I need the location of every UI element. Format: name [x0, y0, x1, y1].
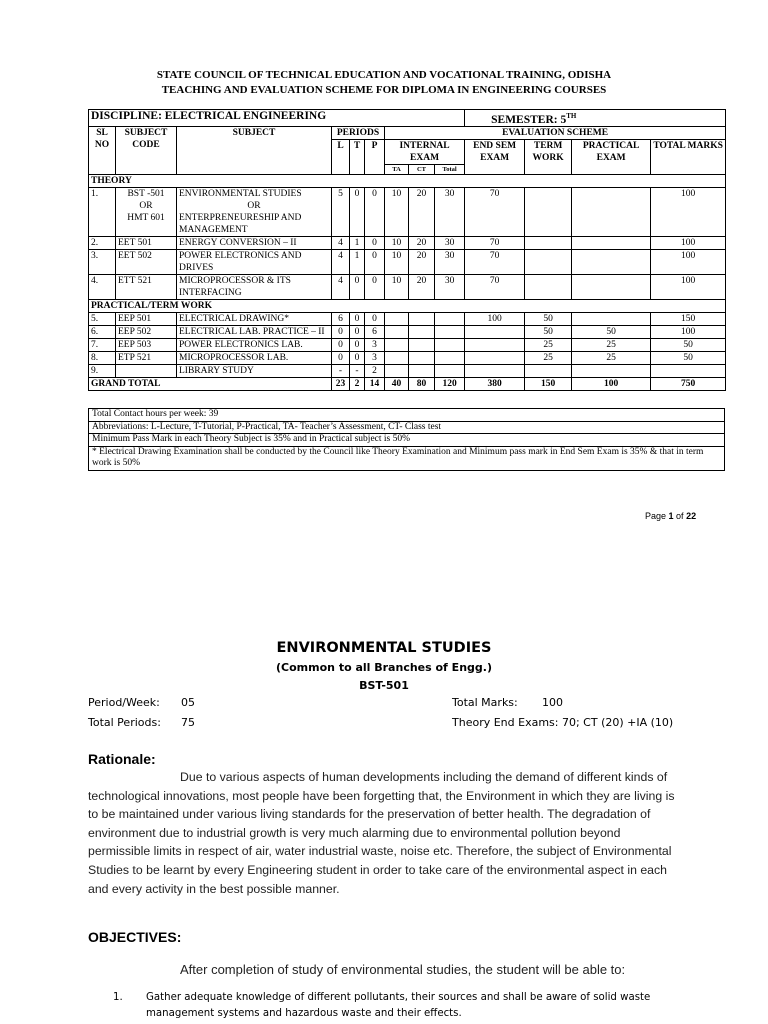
subject-cell: LIBRARY STUDY	[177, 364, 332, 377]
term-work-cell	[525, 236, 572, 249]
ta-cell	[385, 338, 409, 351]
course-title: ENVIRONMENTAL STUDIES	[276, 640, 492, 656]
total-cell: 100	[651, 325, 726, 338]
total-cell: 50	[651, 338, 726, 351]
total-cell: 100	[651, 187, 726, 236]
ct-cell: 20	[409, 236, 435, 249]
internal-total-cell	[435, 364, 465, 377]
end-sem-cell: 70	[465, 249, 525, 274]
internal-total-cell: 120	[435, 377, 465, 390]
l-cell: -	[332, 364, 350, 377]
period-week-value: 05	[181, 696, 195, 709]
internal-total-cell	[435, 351, 465, 364]
internal-total-cell: 30	[435, 249, 465, 274]
code-cell: ETP 521	[116, 351, 177, 364]
grand-total-label: GRAND TOTAL	[89, 377, 332, 390]
p-cell: 14	[365, 377, 385, 390]
col-ta: TA	[385, 164, 409, 174]
internal-total-cell	[435, 325, 465, 338]
sl-cell: 9.	[89, 364, 116, 377]
table-row	[89, 338, 726, 351]
code-cell: EET 501	[116, 236, 177, 249]
end-sem-cell	[465, 364, 525, 377]
total-cell: 100	[651, 249, 726, 274]
ta-cell	[385, 325, 409, 338]
ct-cell: 80	[409, 377, 435, 390]
rationale-paragraph: Due to various aspects of human developments including the demand of different kinds of technological innovations, most people have been forgetting that, the Environment in which they are living is to be maintained under various living standards for the preservation of better health. The degradation of environment due to industrial growth is very much alarming due to environmental pollution beyond permissible limits in respect of air, water industrial waste, noise etc. Therefore, the subject of Environmental Studies to be learnt by every Engineering student in order to take care of the environmental aspect in each and every activity in the best possible manner.	[88, 770, 675, 896]
total-cell: 50	[651, 351, 726, 364]
end-sem-cell: 380	[465, 377, 525, 390]
rationale-heading: Rationale:	[88, 751, 156, 767]
total-cell: 100	[651, 274, 726, 299]
total-periods-value: 75	[181, 716, 195, 729]
end-sem-cell: 70	[465, 236, 525, 249]
t-cell: 0	[350, 351, 365, 364]
col-periods: PERIODS	[332, 126, 385, 139]
end-sem-cell: 70	[465, 274, 525, 299]
ct-cell: 20	[409, 187, 435, 236]
term-work-cell	[525, 187, 572, 236]
t-cell: 1	[350, 249, 365, 274]
term-work-cell	[525, 249, 572, 274]
subject-cell: ELECTRICAL DRAWING*	[177, 312, 332, 325]
col-total-marks: TOTAL MARKS	[651, 139, 726, 174]
table-row	[89, 364, 726, 377]
practical-cell	[572, 236, 651, 249]
code-cell: ETT 521	[116, 274, 177, 299]
total-cell	[651, 364, 726, 377]
practical-cell: 25	[572, 338, 651, 351]
semester-cell: SEMESTER: 5TH	[465, 110, 726, 127]
course-subtitle: (Common to all Branches of Engg.)	[276, 661, 492, 674]
subject-cell: ENERGY CONVERSION – II	[177, 236, 332, 249]
ct-cell	[409, 325, 435, 338]
p-cell: 0	[365, 187, 385, 236]
code-cell	[116, 364, 177, 377]
document-header	[0, 68, 768, 98]
p-cell: 3	[365, 338, 385, 351]
col-subject-code: SUBJECT CODE	[116, 126, 177, 174]
p-cell: 0	[365, 236, 385, 249]
table-row	[89, 325, 726, 338]
col-ct: CT	[409, 164, 435, 174]
t-cell: 0	[350, 187, 365, 236]
col-sl-no: SL NO	[89, 126, 116, 174]
term-work-cell: 25	[525, 351, 572, 364]
sl-cell: 3.	[89, 249, 116, 274]
col-end-sem-exam: END SEM EXAM	[465, 139, 525, 174]
sl-cell: 8.	[89, 351, 116, 364]
objectives-heading: OBJECTIVES:	[88, 929, 182, 945]
col-subject: SUBJECT	[177, 126, 332, 174]
practical-cell: 50	[572, 325, 651, 338]
table-row	[89, 249, 726, 274]
code-cell: EEP 502	[116, 325, 177, 338]
total-cell: 750	[651, 377, 726, 390]
drawing-exam-note: * Electrical Drawing Examination shall be conducted by the Council like Theory Examination and Minimum pass mark in End Sem Exam is 35% & that in term work is 50%	[89, 446, 725, 470]
term-work-cell: 50	[525, 312, 572, 325]
subject-cell: MICROPROCESSOR LAB.	[177, 351, 332, 364]
practical-cell	[572, 249, 651, 274]
term-work-cell: 50	[525, 325, 572, 338]
l-cell: 0	[332, 351, 350, 364]
internal-total-cell: 30	[435, 274, 465, 299]
l-cell: 0	[332, 325, 350, 338]
total-cell: 100	[651, 236, 726, 249]
min-pass-note: Minimum Pass Mark in each Theory Subject is 35% and in Practical subject is 50%	[89, 434, 725, 447]
t-cell: 0	[350, 325, 365, 338]
l-cell: 6	[332, 312, 350, 325]
practical-cell	[572, 274, 651, 299]
sl-cell: 4.	[89, 274, 116, 299]
practical-cell	[572, 364, 651, 377]
col-term-work: TERM WORK	[525, 139, 572, 174]
teaching-scheme-table	[88, 109, 726, 391]
theory-section-label: THEORY	[89, 174, 726, 187]
ta-cell	[385, 364, 409, 377]
sl-cell: 7.	[89, 338, 116, 351]
ta-cell	[385, 351, 409, 364]
table-row	[89, 274, 726, 299]
table-row	[89, 351, 726, 364]
p-cell: 0	[365, 274, 385, 299]
period-week-label: Period/Week:	[88, 696, 160, 709]
p-cell: 3	[365, 351, 385, 364]
ta-cell: 10	[385, 236, 409, 249]
ta-cell	[385, 312, 409, 325]
p-cell: 6	[365, 325, 385, 338]
course-code: BST-501	[359, 679, 409, 692]
t-cell: 0	[350, 274, 365, 299]
objective-number: 1.	[113, 992, 123, 1003]
ta-cell: 10	[385, 187, 409, 236]
internal-total-cell	[435, 338, 465, 351]
internal-total-cell: 30	[435, 236, 465, 249]
total-cell: 150	[651, 312, 726, 325]
t-cell: -	[350, 364, 365, 377]
ct-cell	[409, 351, 435, 364]
end-sem-cell	[465, 351, 525, 364]
t-cell: 0	[350, 338, 365, 351]
table-row	[89, 312, 726, 325]
contact-hours-note: Total Contact hours per week: 39	[89, 409, 725, 422]
internal-total-cell: 30	[435, 187, 465, 236]
total-periods-label: Total Periods:	[88, 716, 161, 729]
practical-cell	[572, 312, 651, 325]
col-t: T	[350, 139, 365, 174]
subject-cell: MICROPROCESSOR & ITS INTERFACING	[177, 274, 332, 299]
ct-cell	[409, 338, 435, 351]
end-sem-cell: 70	[465, 187, 525, 236]
l-cell: 23	[332, 377, 350, 390]
term-work-cell: 150	[525, 377, 572, 390]
header-line-1: STATE COUNCIL OF TECHNICAL EDUCATION AND VOCATIONAL TRAINING, ODISHA	[156, 69, 612, 81]
term-work-cell	[525, 274, 572, 299]
code-cell: EEP 501	[116, 312, 177, 325]
col-internal-exam: INTERNAL EXAM	[385, 139, 465, 164]
code-cell: EET 502	[116, 249, 177, 274]
subject-cell: ELECTRICAL LAB. PRACTICE – II	[177, 325, 332, 338]
abbreviations-note: Abbreviations: L-Lecture, T-Tutorial, P-Practical, TA- Teacher’s Assessment, CT- Class test	[89, 421, 725, 434]
code-cell: BST -501 OR HMT 601	[116, 187, 177, 236]
l-cell: 5	[332, 187, 350, 236]
practical-cell	[572, 187, 651, 236]
ct-cell: 20	[409, 274, 435, 299]
discipline-cell: DISCIPLINE: ELECTRICAL ENGINEERING	[89, 110, 465, 127]
sl-cell: 5.	[89, 312, 116, 325]
objective-text: Gather adequate knowledge of different pollutants, their sources and shall be aware of solid waste management systems and hazardous waste and their effects.	[146, 992, 651, 1019]
col-internal-total: Total	[435, 164, 465, 174]
p-cell: 2	[365, 364, 385, 377]
code-cell: EEP 503	[116, 338, 177, 351]
total-marks-value: 100	[542, 696, 563, 709]
term-work-cell: 25	[525, 338, 572, 351]
col-l: L	[332, 139, 350, 174]
header-line-2: TEACHING AND EVALUATION SCHEME FOR DIPLOMA IN ENGINEERING COURSES	[161, 84, 607, 96]
sl-cell: 2.	[89, 236, 116, 249]
total-marks-label: Total Marks:	[452, 696, 518, 709]
p-cell: 0	[365, 249, 385, 274]
end-sem-cell	[465, 325, 525, 338]
ta-cell: 10	[385, 249, 409, 274]
col-evaluation-scheme: EVALUATION SCHEME	[385, 126, 726, 139]
ct-cell	[409, 364, 435, 377]
col-practical-exam: PRACTICAL EXAM	[572, 139, 651, 174]
ta-cell: 40	[385, 377, 409, 390]
internal-total-cell	[435, 312, 465, 325]
l-cell: 4	[332, 274, 350, 299]
t-cell: 2	[350, 377, 365, 390]
subject-cell: ENVIRONMENTAL STUDIES OR ENTERPRENEURESHIP AND MANAGEMENT	[177, 187, 332, 236]
l-cell: 4	[332, 236, 350, 249]
sl-cell: 6.	[89, 325, 116, 338]
page-number: Page 1 of 22	[645, 511, 697, 521]
t-cell: 1	[350, 236, 365, 249]
l-cell: 4	[332, 249, 350, 274]
l-cell: 0	[332, 338, 350, 351]
objectives-intro: After completion of study of environmental studies, the student will be able to:	[180, 962, 626, 977]
t-cell: 0	[350, 312, 365, 325]
p-cell: 0	[365, 312, 385, 325]
theory-end-exams: Theory End Exams: 70; CT (20) +IA (10)	[452, 716, 674, 729]
sl-cell: 1.	[89, 187, 116, 236]
notes-table	[88, 408, 725, 471]
ct-cell	[409, 312, 435, 325]
practical-section-label: PRACTICAL/TERM WORK	[89, 299, 726, 312]
grand-total-row	[89, 377, 726, 390]
col-p: P	[365, 139, 385, 174]
table-row	[89, 187, 726, 236]
ta-cell: 10	[385, 274, 409, 299]
end-sem-cell: 100	[465, 312, 525, 325]
table-row	[89, 236, 726, 249]
ct-cell: 20	[409, 249, 435, 274]
practical-cell: 100	[572, 377, 651, 390]
term-work-cell	[525, 364, 572, 377]
practical-cell: 25	[572, 351, 651, 364]
subject-cell: POWER ELECTRONICS AND DRIVES	[177, 249, 332, 274]
end-sem-cell	[465, 338, 525, 351]
subject-cell: POWER ELECTRONICS LAB.	[177, 338, 332, 351]
